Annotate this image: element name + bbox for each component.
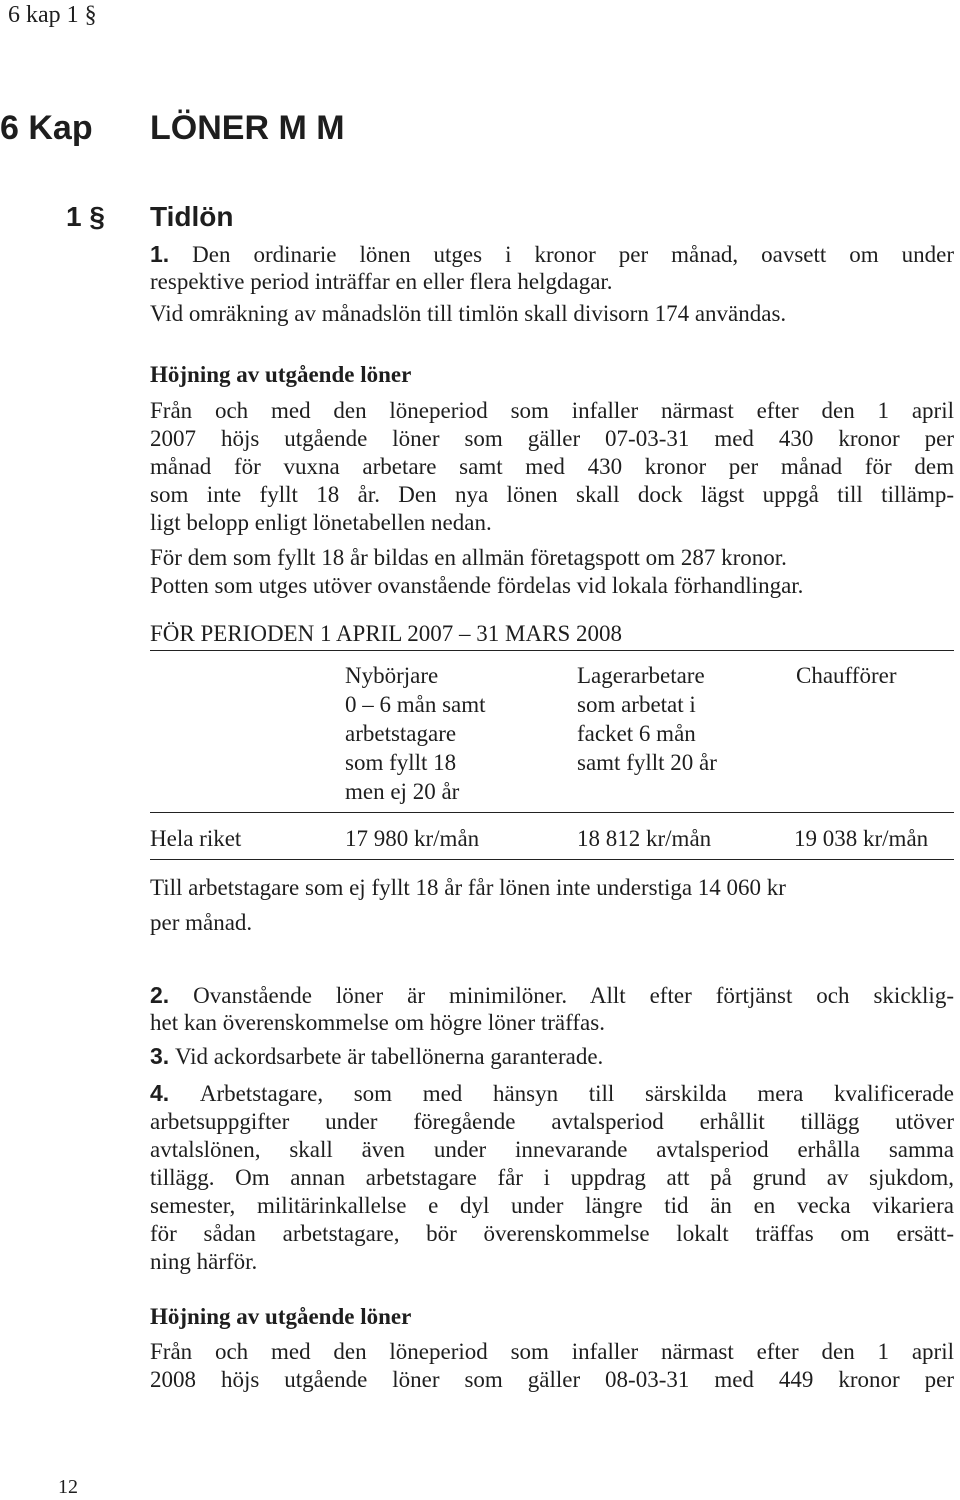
paragraph-line: 2008 höjs utgående löner som gäller 08-03-31 med 449 kronor per: [150, 1367, 954, 1392]
column-header-line: facket 6 mån: [577, 721, 696, 746]
column-header-line: samt fyllt 20 år: [577, 750, 717, 775]
item-4: [150, 1079, 954, 1276]
minimum-note-line-2: per månad.: [150, 910, 253, 935]
item-2-text: Ovanstående löner är minimilöner. Allt efter förtjänst och skickli: [193, 983, 935, 1008]
item-number: 2.: [150, 982, 170, 1008]
item-1-line: [150, 240, 954, 269]
page-number: 12: [58, 1476, 78, 1498]
column-header-nyborjare: [345, 661, 486, 806]
item-1-line-2: respektive period inträffar en eller flera helgdagar.: [150, 269, 613, 294]
chapter-title: LÖNER M M: [150, 109, 345, 147]
paragraph-line: Från och med den löneperiod som infaller närmast efter den 1 april: [150, 1339, 954, 1364]
pot-line-1: För dem som fyllt 18 år bildas en allmän företagspott om 287 kronor.: [150, 545, 787, 570]
raise-paragraph-1: [150, 397, 954, 537]
raise-heading-2: Höjning av utgående löner: [150, 1304, 412, 1329]
item-2-hyphen: g-: [934, 983, 954, 1008]
item-number: 3.: [150, 1043, 170, 1069]
column-header-line: Nybörjare: [345, 663, 439, 688]
column-header-line: som fyllt 18: [345, 750, 457, 775]
item-2: [150, 981, 954, 1010]
item-4-line: ning härför.: [150, 1249, 258, 1274]
raise-heading-1: Höjning av utgående löner: [150, 362, 412, 387]
item-4-line: för sådan arbetstagare, bör överenskommelse lokalt träffas om ersätt-: [150, 1221, 954, 1246]
paragraph-line: ligt belopp enligt lönetabellen nedan.: [150, 510, 492, 535]
item-4-text: Arbetstagare, som med hänsyn till särskilda mera kvalificerade: [199, 1081, 954, 1106]
column-header-line: som arbetat i: [577, 692, 696, 717]
column-header-line: 0 – 6 mån samt: [345, 692, 486, 717]
pot-line-2: Potten som utges utöver ovanstående fördelas vid lokala förhandlingar.: [150, 573, 804, 598]
item-2-line: [150, 981, 954, 1010]
section-title: Tidlön: [150, 201, 234, 232]
running-header: 6 kap 1 §: [8, 2, 97, 28]
item-number: 1.: [150, 241, 170, 267]
table-bottom-rule: [150, 859, 954, 860]
period-title: FÖR PERIODEN 1 APRIL 2007 – 31 MARS 2008: [150, 621, 622, 646]
column-header-line: arbetstagare: [345, 721, 457, 746]
item-4-line: arbetsuppgifter under föregående avtalsperiod erhållit tillägg utöver: [150, 1109, 954, 1134]
item-4-line: tillägg. Om annan arbetstagare får i uppdrag att på grund av sjukdom,: [150, 1165, 954, 1190]
item-number: 4.: [150, 1080, 170, 1106]
column-header-lagerarbetare: [577, 661, 717, 777]
minimum-note-line-1: Till arbetstagare som ej fyllt 18 år får lönen inte understiga 14 060 kr: [150, 875, 786, 900]
column-header-line: Lagerarbetare: [577, 663, 705, 688]
item-4-line: avtalslönen, skall även under innevarande avtalsperiod erhålla samma: [150, 1137, 954, 1162]
item-3: [150, 1042, 603, 1071]
raise-paragraph-2: [150, 1338, 954, 1394]
table-row-label: Hela riket: [150, 826, 242, 851]
table-cell-lagerarbetare: 18 812 kr/mån: [577, 826, 712, 851]
table-cell-nyborjare: 17 980 kr/mån: [345, 826, 480, 851]
table-top-rule: [150, 650, 954, 651]
column-header-chaufforer: [796, 661, 896, 690]
item-2-line-2: het kan överenskommelse om högre löner träffas.: [150, 1010, 605, 1035]
chapter-number: 6 Kap: [0, 109, 93, 147]
section-number: 1 §: [66, 201, 105, 232]
item-1-text: Den ordinarie lönen utges i kronor per månad, oavsett om under: [192, 242, 954, 267]
column-header-line: men ej 20 år: [345, 779, 460, 804]
column-header-line: Chaufförer: [796, 663, 897, 688]
paragraph-line: som inte fyllt 18 år. Den nya lönen skall dock lägst uppgå till tillämp-: [150, 482, 954, 507]
item-3-text: Vid ackordsarbete är tabellönerna garanterade.: [174, 1044, 604, 1069]
paragraph-line: 2007 höjs utgående löner som gäller 07-03-31 med 430 kronor per: [150, 426, 954, 451]
item-1: [150, 240, 954, 269]
item-4-line: [150, 1079, 954, 1108]
table-header-rule: [150, 812, 954, 813]
paragraph-line: månad för vuxna arbetare samt med 430 kronor per månad för dem: [150, 454, 954, 479]
paragraph-line: Från och med den löneperiod som infaller närmast efter den 1 april: [150, 398, 954, 423]
table-cell-chaufforer: 19 038 kr/mån: [794, 826, 929, 851]
item-1-line-3: Vid omräkning av månadslön till timlön skall divisorn 174 användas.: [150, 301, 787, 326]
item-4-line: semester, militärinkallelse e dyl under längre tid än en vecka vikariera: [150, 1193, 954, 1218]
